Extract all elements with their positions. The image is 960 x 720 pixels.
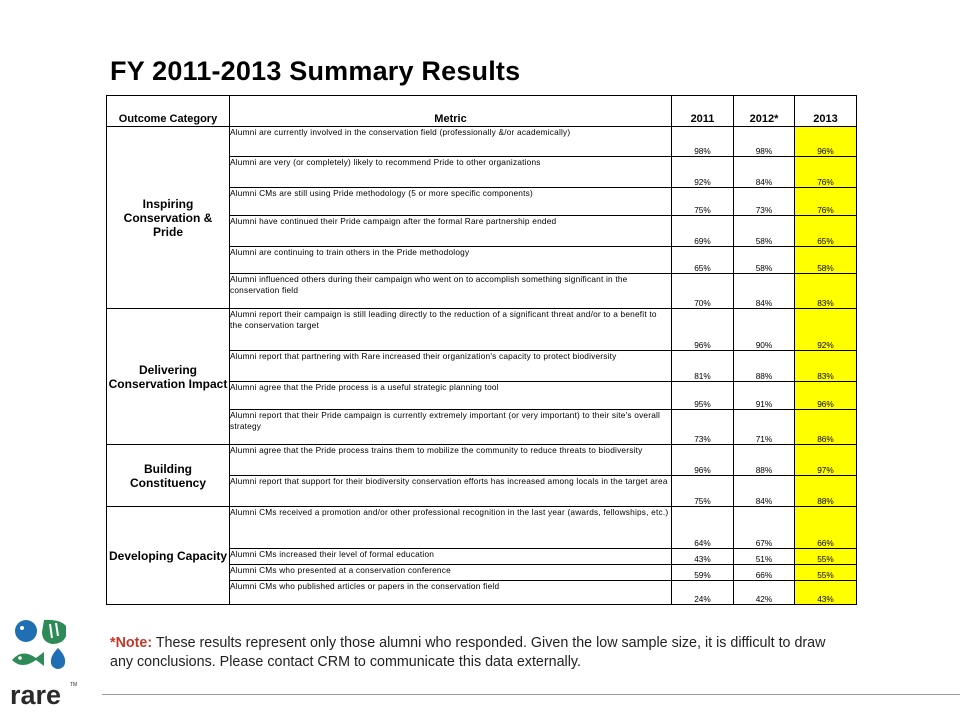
- value-cell-2013: 55%: [795, 565, 857, 581]
- value-cell-2011: 64%: [672, 507, 734, 549]
- metric-cell: Alumni report that their Pride campaign is currently extremely important (or very important) to their site's overall strategy: [230, 410, 672, 445]
- value-cell-2013: 65%: [795, 216, 857, 247]
- value-cell-2013: 86%: [795, 410, 857, 445]
- footnote: [110, 634, 850, 672]
- value-cell-2013: 83%: [795, 351, 857, 382]
- table-row: [107, 507, 857, 549]
- value-cell-2012: 42%: [734, 581, 795, 605]
- table-body: [107, 127, 857, 605]
- value-cell-2011: 69%: [672, 216, 734, 247]
- value-cell-2012: 84%: [734, 274, 795, 309]
- metric-cell: Alumni CMs received a promotion and/or other professional recognition in the last year (awards, fellowships, etc.): [230, 507, 672, 549]
- footnote-text: These results represent only those alumni who responded. Given the low sample size, it is difficult to draw any conclusions. Please contact CRM to communicate this data externally.: [110, 635, 826, 670]
- value-cell-2013: 83%: [795, 274, 857, 309]
- metric-cell: Alumni agree that the Pride process trains them to mobilize the community to reduce threats to biodiversity: [230, 445, 672, 476]
- value-cell-2011: 59%: [672, 565, 734, 581]
- outcome-category-cell: Developing Capacity: [107, 507, 230, 605]
- value-cell-2011: 24%: [672, 581, 734, 605]
- header-2011: 2011: [672, 96, 734, 127]
- value-cell-2011: 75%: [672, 188, 734, 216]
- header-2013: 2013: [795, 96, 857, 127]
- metric-cell: Alumni CMs increased their level of formal education: [230, 549, 672, 565]
- summary-results-table: [106, 95, 857, 605]
- value-cell-2013: 88%: [795, 476, 857, 507]
- value-cell-2013: 55%: [795, 549, 857, 565]
- value-cell-2011: 98%: [672, 127, 734, 157]
- metric-cell: Alumni report their campaign is still leading directly to the reduction of a significant threat and/or to a benefit to the conservation target: [230, 309, 672, 351]
- value-cell-2012: 71%: [734, 410, 795, 445]
- value-cell-2011: 81%: [672, 351, 734, 382]
- value-cell-2011: 75%: [672, 476, 734, 507]
- value-cell-2011: 96%: [672, 309, 734, 351]
- footer-divider: [102, 694, 960, 695]
- header-outcome-category: Outcome Category: [107, 96, 230, 127]
- value-cell-2013: 97%: [795, 445, 857, 476]
- logo-trademark: TM: [70, 682, 78, 688]
- value-cell-2012: 67%: [734, 507, 795, 549]
- value-cell-2011: 92%: [672, 157, 734, 188]
- value-cell-2013: 66%: [795, 507, 857, 549]
- metric-cell: Alumni report that partnering with Rare increased their organization's capacity to protect biodiversity: [230, 351, 672, 382]
- value-cell-2012: 88%: [734, 445, 795, 476]
- metric-cell: Alumni are currently involved in the conservation field (professionally &/or academically): [230, 127, 672, 157]
- logo-wordmark: rare: [10, 680, 62, 710]
- metric-cell: Alumni are continuing to train others in the Pride methodology: [230, 247, 672, 274]
- rare-logo: [8, 618, 78, 710]
- page-title: FY 2011-2013 Summary Results: [110, 56, 521, 86]
- value-cell-2013: 58%: [795, 247, 857, 274]
- value-cell-2011: 70%: [672, 274, 734, 309]
- value-cell-2011: 95%: [672, 382, 734, 410]
- table-row: [107, 445, 857, 476]
- value-cell-2013: 76%: [795, 188, 857, 216]
- value-cell-2011: 65%: [672, 247, 734, 274]
- metric-cell: Alumni agree that the Pride process is a useful strategic planning tool: [230, 382, 672, 410]
- value-cell-2011: 73%: [672, 410, 734, 445]
- logo-mark-icon: [12, 620, 66, 669]
- metric-cell: Alumni are very (or completely) likely to recommend Pride to other organizations: [230, 157, 672, 188]
- value-cell-2013: 43%: [795, 581, 857, 605]
- value-cell-2013: 76%: [795, 157, 857, 188]
- metric-cell: Alumni CMs who published articles or papers in the conservation field: [230, 581, 672, 605]
- value-cell-2013: 92%: [795, 309, 857, 351]
- footnote-label: *Note:: [110, 635, 153, 651]
- metric-cell: Alumni report that support for their biodiversity conservation efforts has increased among locals in the target area: [230, 476, 672, 507]
- table-row: [107, 309, 857, 351]
- value-cell-2012: 84%: [734, 157, 795, 188]
- metric-cell: Alumni influenced others during their campaign who went on to accomplish something significant in the conservation field: [230, 274, 672, 309]
- value-cell-2012: 90%: [734, 309, 795, 351]
- value-cell-2012: 88%: [734, 351, 795, 382]
- value-cell-2012: 84%: [734, 476, 795, 507]
- value-cell-2012: 58%: [734, 216, 795, 247]
- value-cell-2012: 58%: [734, 247, 795, 274]
- value-cell-2013: 96%: [795, 382, 857, 410]
- metric-cell: Alumni CMs are still using Pride methodology (5 or more specific components): [230, 188, 672, 216]
- value-cell-2011: 96%: [672, 445, 734, 476]
- value-cell-2013: 96%: [795, 127, 857, 157]
- value-cell-2012: 51%: [734, 549, 795, 565]
- table-header-row: [107, 96, 857, 127]
- metric-cell: Alumni CMs who presented at a conservation conference: [230, 565, 672, 581]
- outcome-category-cell: Delivering Conservation Impact: [107, 309, 230, 445]
- value-cell-2012: 91%: [734, 382, 795, 410]
- outcome-category-cell: Inspiring Conservation & Pride: [107, 127, 230, 309]
- value-cell-2012: 73%: [734, 188, 795, 216]
- metric-cell: Alumni have continued their Pride campaign after the formal Rare partnership ended: [230, 216, 672, 247]
- value-cell-2011: 43%: [672, 549, 734, 565]
- outcome-category-cell: Building Constituency: [107, 445, 230, 507]
- table-row: [107, 127, 857, 157]
- value-cell-2012: 66%: [734, 565, 795, 581]
- header-metric: Metric: [230, 96, 672, 127]
- header-2012: 2012*: [734, 96, 795, 127]
- value-cell-2012: 98%: [734, 127, 795, 157]
